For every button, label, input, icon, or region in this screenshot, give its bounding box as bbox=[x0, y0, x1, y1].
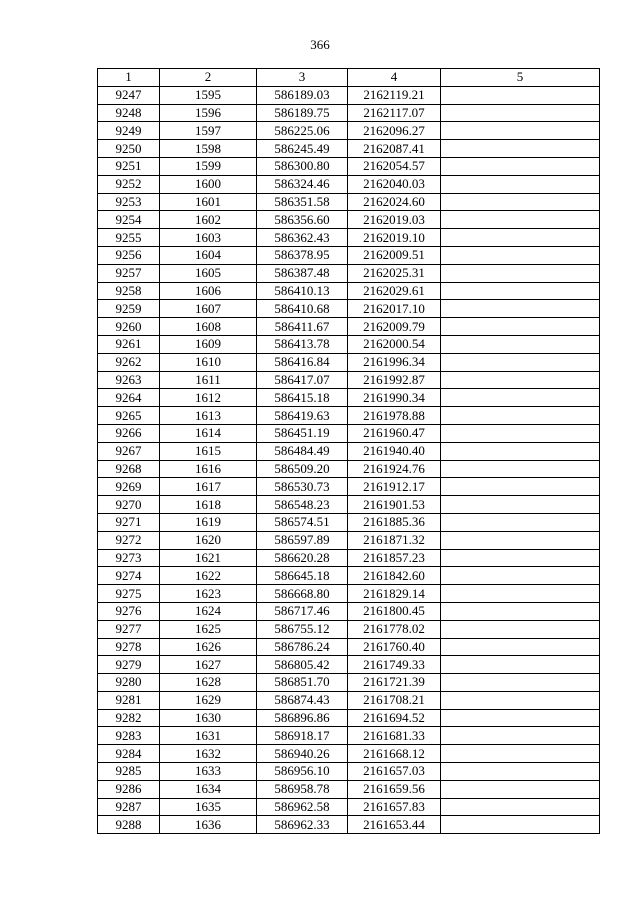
x-coordinate-cell: 586387.48 bbox=[257, 264, 348, 282]
x-coordinate-cell: 586786.24 bbox=[257, 638, 348, 656]
y-coordinate-cell: 2161857.23 bbox=[348, 549, 441, 567]
notes-cell bbox=[441, 389, 600, 407]
y-coordinate-cell: 2161912.17 bbox=[348, 478, 441, 496]
point-number-cell: 9271 bbox=[98, 513, 160, 531]
y-coordinate-cell: 2161871.32 bbox=[348, 531, 441, 549]
notes-cell bbox=[441, 86, 600, 104]
y-coordinate-cell: 2161996.34 bbox=[348, 353, 441, 371]
x-coordinate-cell: 586668.80 bbox=[257, 585, 348, 603]
vertex-number-cell: 1631 bbox=[160, 727, 257, 745]
point-number-cell: 9257 bbox=[98, 264, 160, 282]
vertex-number-cell: 1632 bbox=[160, 745, 257, 763]
table-row bbox=[98, 549, 600, 567]
point-number-cell: 9248 bbox=[98, 104, 160, 122]
point-number-cell: 9250 bbox=[98, 140, 160, 158]
x-coordinate-cell: 586717.46 bbox=[257, 602, 348, 620]
point-number-cell: 9253 bbox=[98, 193, 160, 211]
notes-cell bbox=[441, 264, 600, 282]
column-header-5: 5 bbox=[441, 69, 600, 87]
vertex-number-cell: 1603 bbox=[160, 229, 257, 247]
point-number-cell: 9276 bbox=[98, 602, 160, 620]
table-row bbox=[98, 157, 600, 175]
vertex-number-cell: 1614 bbox=[160, 424, 257, 442]
vertex-number-cell: 1622 bbox=[160, 567, 257, 585]
table-row bbox=[98, 745, 600, 763]
notes-cell bbox=[441, 567, 600, 585]
vertex-number-cell: 1606 bbox=[160, 282, 257, 300]
vertex-number-cell: 1618 bbox=[160, 496, 257, 514]
x-coordinate-cell: 586645.18 bbox=[257, 567, 348, 585]
vertex-number-cell: 1607 bbox=[160, 300, 257, 318]
notes-cell bbox=[441, 353, 600, 371]
table-row bbox=[98, 140, 600, 158]
x-coordinate-cell: 586356.60 bbox=[257, 211, 348, 229]
notes-cell bbox=[441, 602, 600, 620]
y-coordinate-cell: 2161885.36 bbox=[348, 513, 441, 531]
vertex-number-cell: 1617 bbox=[160, 478, 257, 496]
y-coordinate-cell: 2161668.12 bbox=[348, 745, 441, 763]
x-coordinate-cell: 586413.78 bbox=[257, 335, 348, 353]
y-coordinate-cell: 2162087.41 bbox=[348, 140, 441, 158]
point-number-cell: 9258 bbox=[98, 282, 160, 300]
notes-cell bbox=[441, 175, 600, 193]
notes-cell bbox=[441, 549, 600, 567]
x-coordinate-cell: 586351.58 bbox=[257, 193, 348, 211]
point-number-cell: 9261 bbox=[98, 335, 160, 353]
y-coordinate-cell: 2162009.51 bbox=[348, 246, 441, 264]
notes-cell bbox=[441, 140, 600, 158]
x-coordinate-cell: 586874.43 bbox=[257, 691, 348, 709]
table-row bbox=[98, 300, 600, 318]
point-number-cell: 9268 bbox=[98, 460, 160, 478]
table-row bbox=[98, 798, 600, 816]
y-coordinate-cell: 2161992.87 bbox=[348, 371, 441, 389]
vertex-number-cell: 1604 bbox=[160, 246, 257, 264]
x-coordinate-cell: 586851.70 bbox=[257, 674, 348, 692]
x-coordinate-cell: 586415.18 bbox=[257, 389, 348, 407]
point-number-cell: 9256 bbox=[98, 246, 160, 264]
point-number-cell: 9279 bbox=[98, 656, 160, 674]
table-row bbox=[98, 371, 600, 389]
x-coordinate-cell: 586896.86 bbox=[257, 709, 348, 727]
y-coordinate-cell: 2161901.53 bbox=[348, 496, 441, 514]
point-number-cell: 9282 bbox=[98, 709, 160, 727]
point-number-cell: 9255 bbox=[98, 229, 160, 247]
y-coordinate-cell: 2162029.61 bbox=[348, 282, 441, 300]
vertex-number-cell: 1609 bbox=[160, 335, 257, 353]
x-coordinate-cell: 586956.10 bbox=[257, 763, 348, 781]
table-row bbox=[98, 389, 600, 407]
vertex-number-cell: 1625 bbox=[160, 620, 257, 638]
point-number-cell: 9280 bbox=[98, 674, 160, 692]
vertex-number-cell: 1633 bbox=[160, 763, 257, 781]
notes-cell bbox=[441, 478, 600, 496]
notes-cell bbox=[441, 193, 600, 211]
table-row bbox=[98, 620, 600, 638]
y-coordinate-cell: 2161778.02 bbox=[348, 620, 441, 638]
table-row bbox=[98, 407, 600, 425]
notes-cell bbox=[441, 229, 600, 247]
y-coordinate-cell: 2161657.83 bbox=[348, 798, 441, 816]
table-row bbox=[98, 104, 600, 122]
y-coordinate-cell: 2161659.56 bbox=[348, 780, 441, 798]
point-number-cell: 9283 bbox=[98, 727, 160, 745]
vertex-number-cell: 1616 bbox=[160, 460, 257, 478]
notes-cell bbox=[441, 656, 600, 674]
notes-cell bbox=[441, 157, 600, 175]
y-coordinate-cell: 2162019.10 bbox=[348, 229, 441, 247]
table-row bbox=[98, 424, 600, 442]
point-number-cell: 9285 bbox=[98, 763, 160, 781]
notes-cell bbox=[441, 335, 600, 353]
x-coordinate-cell: 586805.42 bbox=[257, 656, 348, 674]
table-row bbox=[98, 691, 600, 709]
table-row bbox=[98, 656, 600, 674]
vertex-number-cell: 1596 bbox=[160, 104, 257, 122]
vertex-number-cell: 1628 bbox=[160, 674, 257, 692]
notes-cell bbox=[441, 371, 600, 389]
notes-cell bbox=[441, 460, 600, 478]
header-row bbox=[98, 69, 600, 87]
point-number-cell: 9287 bbox=[98, 798, 160, 816]
vertex-number-cell: 1619 bbox=[160, 513, 257, 531]
point-number-cell: 9273 bbox=[98, 549, 160, 567]
table-row bbox=[98, 335, 600, 353]
table-row bbox=[98, 674, 600, 692]
x-coordinate-cell: 586416.84 bbox=[257, 353, 348, 371]
y-coordinate-cell: 2161681.33 bbox=[348, 727, 441, 745]
x-coordinate-cell: 586300.80 bbox=[257, 157, 348, 175]
point-number-cell: 9277 bbox=[98, 620, 160, 638]
vertex-number-cell: 1634 bbox=[160, 780, 257, 798]
vertex-number-cell: 1601 bbox=[160, 193, 257, 211]
table-row bbox=[98, 229, 600, 247]
notes-cell bbox=[441, 763, 600, 781]
x-coordinate-cell: 586755.12 bbox=[257, 620, 348, 638]
notes-cell bbox=[441, 780, 600, 798]
point-number-cell: 9272 bbox=[98, 531, 160, 549]
point-number-cell: 9281 bbox=[98, 691, 160, 709]
point-number-cell: 9259 bbox=[98, 300, 160, 318]
table-row bbox=[98, 763, 600, 781]
vertex-number-cell: 1613 bbox=[160, 407, 257, 425]
point-number-cell: 9278 bbox=[98, 638, 160, 656]
point-number-cell: 9275 bbox=[98, 585, 160, 603]
x-coordinate-cell: 586530.73 bbox=[257, 478, 348, 496]
x-coordinate-cell: 586962.58 bbox=[257, 798, 348, 816]
y-coordinate-cell: 2161749.33 bbox=[348, 656, 441, 674]
vertex-number-cell: 1608 bbox=[160, 318, 257, 336]
y-coordinate-cell: 2161800.45 bbox=[348, 602, 441, 620]
x-coordinate-cell: 586189.75 bbox=[257, 104, 348, 122]
table-row bbox=[98, 282, 600, 300]
table-row bbox=[98, 211, 600, 229]
coordinates-table bbox=[97, 68, 600, 834]
notes-cell bbox=[441, 407, 600, 425]
table-row bbox=[98, 531, 600, 549]
point-number-cell: 9254 bbox=[98, 211, 160, 229]
x-coordinate-cell: 586451.19 bbox=[257, 424, 348, 442]
notes-cell bbox=[441, 246, 600, 264]
table-body bbox=[98, 86, 600, 833]
x-coordinate-cell: 586411.67 bbox=[257, 318, 348, 336]
y-coordinate-cell: 2162054.57 bbox=[348, 157, 441, 175]
x-coordinate-cell: 586484.49 bbox=[257, 442, 348, 460]
table-row bbox=[98, 86, 600, 104]
x-coordinate-cell: 586324.46 bbox=[257, 175, 348, 193]
point-number-cell: 9251 bbox=[98, 157, 160, 175]
x-coordinate-cell: 586417.07 bbox=[257, 371, 348, 389]
notes-cell bbox=[441, 104, 600, 122]
vertex-number-cell: 1611 bbox=[160, 371, 257, 389]
y-coordinate-cell: 2161990.34 bbox=[348, 389, 441, 407]
vertex-number-cell: 1630 bbox=[160, 709, 257, 727]
notes-cell bbox=[441, 513, 600, 531]
y-coordinate-cell: 2161978.88 bbox=[348, 407, 441, 425]
table-row bbox=[98, 353, 600, 371]
y-coordinate-cell: 2162119.21 bbox=[348, 86, 441, 104]
vertex-number-cell: 1623 bbox=[160, 585, 257, 603]
table-header bbox=[98, 69, 600, 87]
table-row bbox=[98, 780, 600, 798]
notes-cell bbox=[441, 585, 600, 603]
column-header-4: 4 bbox=[348, 69, 441, 87]
y-coordinate-cell: 2161940.40 bbox=[348, 442, 441, 460]
x-coordinate-cell: 586962.33 bbox=[257, 816, 348, 834]
table-row bbox=[98, 460, 600, 478]
notes-cell bbox=[441, 691, 600, 709]
notes-cell bbox=[441, 531, 600, 549]
point-number-cell: 9270 bbox=[98, 496, 160, 514]
point-number-cell: 9247 bbox=[98, 86, 160, 104]
table-row bbox=[98, 602, 600, 620]
notes-cell bbox=[441, 798, 600, 816]
x-coordinate-cell: 586378.95 bbox=[257, 246, 348, 264]
point-number-cell: 9265 bbox=[98, 407, 160, 425]
vertex-number-cell: 1620 bbox=[160, 531, 257, 549]
table-row bbox=[98, 496, 600, 514]
x-coordinate-cell: 586509.20 bbox=[257, 460, 348, 478]
notes-cell bbox=[441, 709, 600, 727]
y-coordinate-cell: 2162117.07 bbox=[348, 104, 441, 122]
y-coordinate-cell: 2162096.27 bbox=[348, 122, 441, 140]
table-row bbox=[98, 513, 600, 531]
notes-cell bbox=[441, 442, 600, 460]
x-coordinate-cell: 586620.28 bbox=[257, 549, 348, 567]
x-coordinate-cell: 586410.13 bbox=[257, 282, 348, 300]
point-number-cell: 9252 bbox=[98, 175, 160, 193]
y-coordinate-cell: 2161760.40 bbox=[348, 638, 441, 656]
table-row bbox=[98, 567, 600, 585]
vertex-number-cell: 1635 bbox=[160, 798, 257, 816]
table-row bbox=[98, 478, 600, 496]
table-row bbox=[98, 638, 600, 656]
vertex-number-cell: 1600 bbox=[160, 175, 257, 193]
notes-cell bbox=[441, 745, 600, 763]
y-coordinate-cell: 2162019.03 bbox=[348, 211, 441, 229]
y-coordinate-cell: 2161924.76 bbox=[348, 460, 441, 478]
notes-cell bbox=[441, 620, 600, 638]
y-coordinate-cell: 2161694.52 bbox=[348, 709, 441, 727]
point-number-cell: 9286 bbox=[98, 780, 160, 798]
notes-cell bbox=[441, 424, 600, 442]
table-row bbox=[98, 709, 600, 727]
point-number-cell: 9284 bbox=[98, 745, 160, 763]
table-row bbox=[98, 246, 600, 264]
x-coordinate-cell: 586918.17 bbox=[257, 727, 348, 745]
y-coordinate-cell: 2162024.60 bbox=[348, 193, 441, 211]
notes-cell bbox=[441, 300, 600, 318]
vertex-number-cell: 1602 bbox=[160, 211, 257, 229]
y-coordinate-cell: 2161653.44 bbox=[348, 816, 441, 834]
notes-cell bbox=[441, 727, 600, 745]
point-number-cell: 9264 bbox=[98, 389, 160, 407]
vertex-number-cell: 1615 bbox=[160, 442, 257, 460]
notes-cell bbox=[441, 816, 600, 834]
point-number-cell: 9263 bbox=[98, 371, 160, 389]
y-coordinate-cell: 2161842.60 bbox=[348, 567, 441, 585]
x-coordinate-cell: 586958.78 bbox=[257, 780, 348, 798]
column-header-2: 2 bbox=[160, 69, 257, 87]
vertex-number-cell: 1612 bbox=[160, 389, 257, 407]
notes-cell bbox=[441, 282, 600, 300]
x-coordinate-cell: 586189.03 bbox=[257, 86, 348, 104]
table-row bbox=[98, 122, 600, 140]
point-number-cell: 9262 bbox=[98, 353, 160, 371]
y-coordinate-cell: 2162000.54 bbox=[348, 335, 441, 353]
x-coordinate-cell: 586574.51 bbox=[257, 513, 348, 531]
table-row bbox=[98, 264, 600, 282]
y-coordinate-cell: 2161829.14 bbox=[348, 585, 441, 603]
y-coordinate-cell: 2162040.03 bbox=[348, 175, 441, 193]
notes-cell bbox=[441, 318, 600, 336]
point-number-cell: 9266 bbox=[98, 424, 160, 442]
table-row bbox=[98, 816, 600, 834]
x-coordinate-cell: 586419.63 bbox=[257, 407, 348, 425]
notes-cell bbox=[441, 122, 600, 140]
y-coordinate-cell: 2161721.39 bbox=[348, 674, 441, 692]
column-header-3: 3 bbox=[257, 69, 348, 87]
point-number-cell: 9288 bbox=[98, 816, 160, 834]
x-coordinate-cell: 586597.89 bbox=[257, 531, 348, 549]
point-number-cell: 9249 bbox=[98, 122, 160, 140]
table-row bbox=[98, 727, 600, 745]
y-coordinate-cell: 2161708.21 bbox=[348, 691, 441, 709]
notes-cell bbox=[441, 674, 600, 692]
table-row bbox=[98, 442, 600, 460]
vertex-number-cell: 1597 bbox=[160, 122, 257, 140]
vertex-number-cell: 1599 bbox=[160, 157, 257, 175]
vertex-number-cell: 1626 bbox=[160, 638, 257, 656]
notes-cell bbox=[441, 496, 600, 514]
x-coordinate-cell: 586548.23 bbox=[257, 496, 348, 514]
x-coordinate-cell: 586362.43 bbox=[257, 229, 348, 247]
point-number-cell: 9267 bbox=[98, 442, 160, 460]
y-coordinate-cell: 2162025.31 bbox=[348, 264, 441, 282]
x-coordinate-cell: 586225.06 bbox=[257, 122, 348, 140]
vertex-number-cell: 1621 bbox=[160, 549, 257, 567]
x-coordinate-cell: 586245.49 bbox=[257, 140, 348, 158]
vertex-number-cell: 1605 bbox=[160, 264, 257, 282]
y-coordinate-cell: 2161960.47 bbox=[348, 424, 441, 442]
table-row bbox=[98, 193, 600, 211]
y-coordinate-cell: 2162009.79 bbox=[348, 318, 441, 336]
notes-cell bbox=[441, 638, 600, 656]
notes-cell bbox=[441, 211, 600, 229]
point-number-cell: 9274 bbox=[98, 567, 160, 585]
vertex-number-cell: 1598 bbox=[160, 140, 257, 158]
table-row bbox=[98, 175, 600, 193]
vertex-number-cell: 1636 bbox=[160, 816, 257, 834]
vertex-number-cell: 1595 bbox=[160, 86, 257, 104]
vertex-number-cell: 1629 bbox=[160, 691, 257, 709]
column-header-1: 1 bbox=[98, 69, 160, 87]
x-coordinate-cell: 586410.68 bbox=[257, 300, 348, 318]
vertex-number-cell: 1627 bbox=[160, 656, 257, 674]
vertex-number-cell: 1624 bbox=[160, 602, 257, 620]
x-coordinate-cell: 586940.26 bbox=[257, 745, 348, 763]
y-coordinate-cell: 2161657.03 bbox=[348, 763, 441, 781]
table-row bbox=[98, 318, 600, 336]
vertex-number-cell: 1610 bbox=[160, 353, 257, 371]
page-number: 366 bbox=[310, 37, 330, 52]
y-coordinate-cell: 2162017.10 bbox=[348, 300, 441, 318]
table-row bbox=[98, 585, 600, 603]
point-number-cell: 9260 bbox=[98, 318, 160, 336]
point-number-cell: 9269 bbox=[98, 478, 160, 496]
